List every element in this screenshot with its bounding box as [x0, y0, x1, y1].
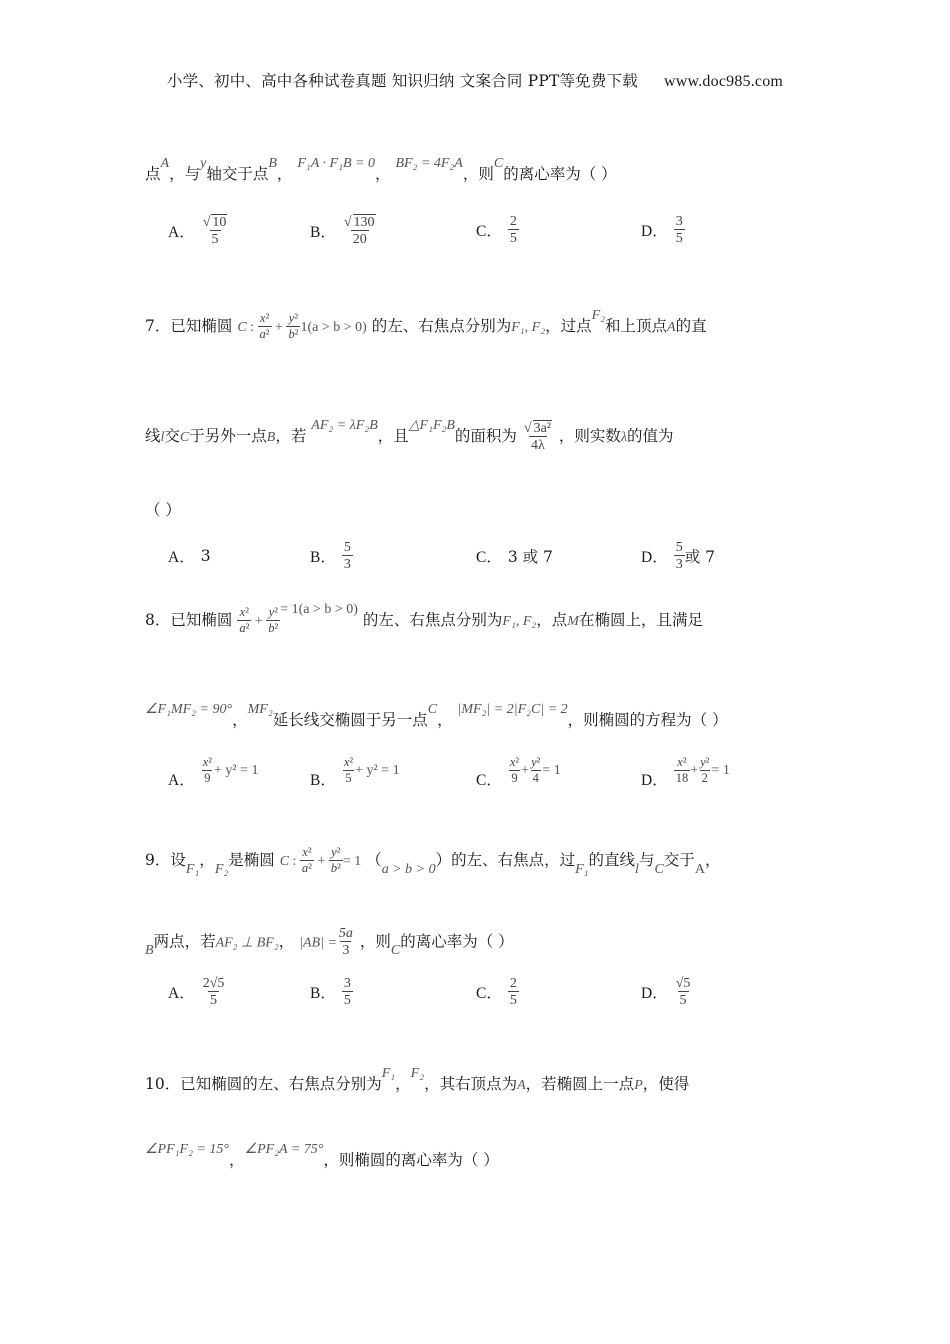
q6-stem: 点A，与y轴交于点B， F₁A · F₁B = 0， BF₂ = 4F₂A，则C的离心率为（ ）	[145, 156, 617, 183]
q8-option-b[interactable]: B． $\frac{\text{x²}}{5}$ + y² = 1	[310, 755, 400, 789]
header-site: www.doc985.com	[664, 73, 784, 90]
q8-option-d[interactable]: D． $\frac{\text{x²}}{18}$ + $\frac{\text{y²}}{2}$ = 1	[641, 755, 730, 789]
q7-stem-line1: 7．已知椭圆 C : $\frac{\text{x²}}{\text{a²}}$ + $\frac{\text{y²}}{\text{b²}}$ 1(a > b > 0) 的左、右焦点分别为F₁, F₂，过点F₂和上顶点A的直	[145, 307, 707, 341]
q10-stem-line1: 10．已知椭圆的左、右焦点分别为F₁，F₂，其右顶点为A，若椭圆上一点P，使得	[145, 1066, 690, 1093]
q6-option-b[interactable]: B． $\frac{√ 130}{20}$	[310, 215, 375, 248]
q8-angle: ∠F₁MF₂ = 90°	[145, 702, 233, 717]
q6-option-c[interactable]: C． $\frac{2}{5}$	[476, 214, 517, 247]
q8-ellipse-eq: = 1(a > b > 0)	[280, 601, 358, 617]
q6-option-a[interactable]: A． $\frac{√ 10}{5}$	[168, 215, 227, 248]
q7-option-b[interactable]: B． $\frac{5}{3}$	[310, 539, 351, 572]
q10-stem-line2: ∠PF₁F₂ = 15°，∠PF₂A = 75°，则椭圆的离心率为（ ）	[145, 1142, 499, 1169]
q9-perp: AF₂ ⊥ BF₂	[215, 935, 279, 951]
q8-stem-line2: ∠F₁MF₂ = 90°，MF₂延长线交椭圆于另一点C， |MF₂| = 2|F₂C| = 2，则椭圆的方程为（ ）	[145, 702, 728, 729]
q10-angle1: ∠PF₁F₂ = 15°	[145, 1142, 229, 1157]
q9-option-b[interactable]: B． $\frac{3}{5}$	[310, 976, 351, 1009]
q7-option-a[interactable]: A． 3	[168, 547, 211, 566]
q7-ellipse-eq: 1(a > b > 0)	[300, 319, 367, 335]
q6-cond1: F₁A · F₁B = 0	[297, 156, 375, 171]
page-header	[0, 69, 950, 91]
q10-angle2: ∠PF₂A = 75°	[244, 1142, 324, 1157]
q9-stem-line2: B两点，若AF₂ ⊥ BF₂， |AB| = $\frac{5a}{3}$ ，则C的离心率为（ ）	[145, 926, 514, 959]
q9-option-a[interactable]: A． $\frac{2√5}{5}$	[168, 976, 225, 1009]
q6-option-d[interactable]: D． $\frac{3}{5}$	[641, 214, 683, 247]
q7-triangle: △F₁F₂B	[408, 417, 455, 433]
q8-cond: |MF₂| = 2|F₂C| = 2	[457, 702, 568, 717]
q8-option-a[interactable]: A． $\frac{\text{x²}}{9}$ + y² = 1	[168, 755, 259, 789]
header-title: 小学、初中、高中各种试卷真题 知识归纳 文案合同 PPT等免费下载	[166, 72, 638, 90]
q7-option-d[interactable]: D． $\frac{5}{3}$ 或 7	[641, 539, 715, 572]
q7-stem-line2: 线l交C于另外一点B，若 AF₂ = λF₂B，且△F₁F₂B的面积为 $\frac{\text{√ 3a²}}{4\lambda}$ ，则实数λ的值为	[145, 417, 674, 454]
q9-ellipse-eq: = 1	[342, 853, 362, 869]
q9-option-d[interactable]: D． $\frac{√5}{5}$	[641, 976, 691, 1009]
q8-option-c[interactable]: C． $\frac{\text{x²}}{9}$ + $\frac{\text{y²}}{4}$ = 1	[476, 755, 561, 789]
q9-stem-line1: 9．设F₁，F₂是椭圆 C : $\frac{\text{x²}}{\text{a²}}$ + $\frac{\text{y²}}{\text{b²}}$ = 1 （a > b > 0）的左、右焦点，过F₁的直线l与C交于A，	[145, 845, 721, 877]
q7-option-c[interactable]: C． 3 或 7	[476, 548, 553, 566]
q7-cond: AF₂ = λF₂B	[311, 417, 378, 433]
q7-answer-bracket: （ ）	[145, 501, 181, 519]
q6-cond2: BF₂ = 4F₂A	[395, 156, 463, 171]
q9-option-c[interactable]: C． $\frac{2}{5}$	[476, 976, 517, 1009]
q8-stem-line1: 8．已知椭圆 $\frac{\text{x²}}{\text{a²}}$ + $\frac{\text{y²}}{\text{b²}}$ = 1(a > b > 0) 的左、右焦点分别为F₁, F₂，点M在椭圆上，且满足	[145, 601, 703, 635]
